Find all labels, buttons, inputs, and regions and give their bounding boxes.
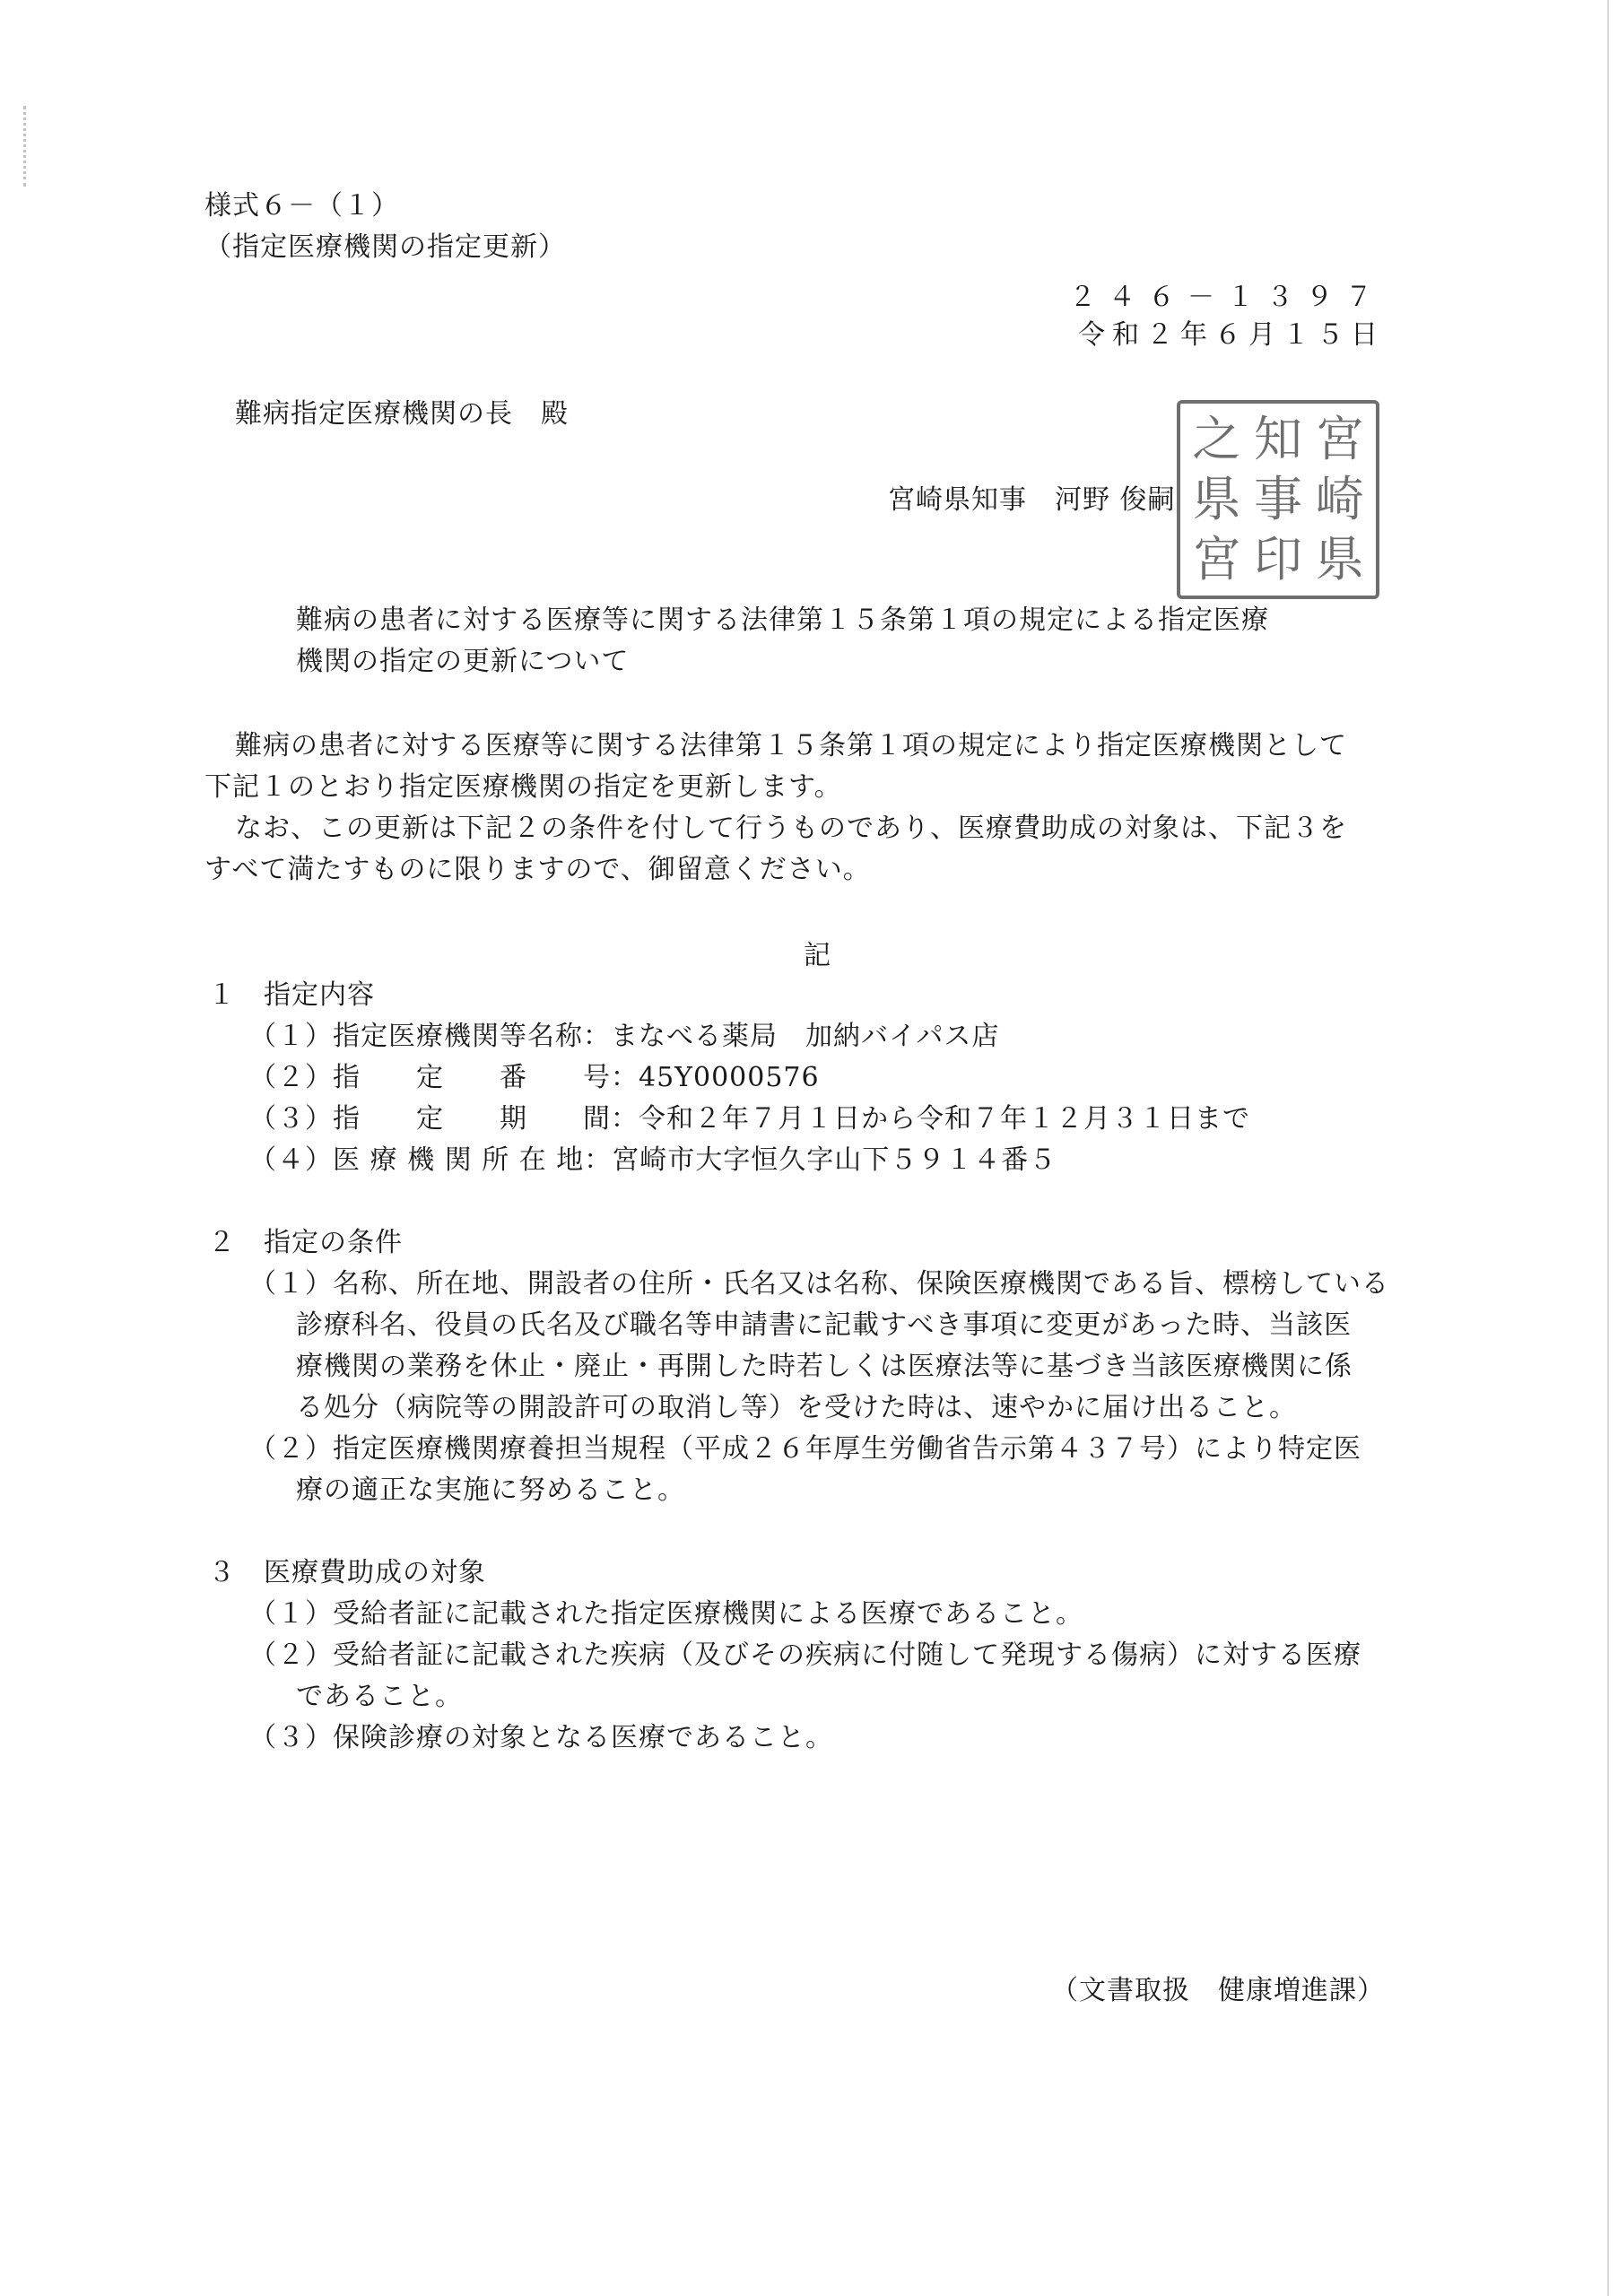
body-line-2: 下記１のとおり指定医療機関の指定を更新します。 bbox=[204, 771, 842, 803]
form-subtitle: （指定医療機関の指定更新） bbox=[204, 231, 566, 263]
section-1-item-1 bbox=[249, 1019, 999, 1055]
body-line-1: 難病の患者に対する医療等に関する法律第１５条第１項の規定により指定医療機関として bbox=[235, 730, 1347, 761]
section-1-heading: １ 指定内容 bbox=[208, 979, 375, 1011]
scan-edge-marks bbox=[23, 106, 29, 187]
footer-department: （文書取扱 健康増進課） bbox=[1051, 1975, 1385, 2006]
item-value: 令和２年７月１日から令和７年１２月３１日まで bbox=[639, 1103, 1250, 1135]
document-number: ２４６－１３９７ bbox=[1069, 282, 1385, 313]
subject-line-1: 難病の患者に対する医療等に関する法律第１５条第１項の規定による指定医療 bbox=[296, 604, 1269, 636]
official-seal: 宮 崎 県 知 事 印 之 県 宮 bbox=[1177, 400, 1379, 599]
section-3-item-1: （１）受給者証に記載された指定医療機関による医療であること。 bbox=[249, 1598, 1083, 1630]
item-label: （２）指 定 番 号： bbox=[249, 1062, 639, 1093]
document-date: 令和２年６月１５日 bbox=[1078, 319, 1385, 351]
section-1-item-4 bbox=[249, 1143, 1057, 1178]
section-2-item-1-line-4: る処分（病院等の開設許可の取消し等）を受けた時は、速やかに届け出ること。 bbox=[296, 1392, 1297, 1423]
section-3-heading: ３ 医療費助成の対象 bbox=[208, 1557, 486, 1588]
sender: 宮崎県知事 河野 俊嗣 bbox=[888, 484, 1176, 516]
section-2-item-1-line-1: （１）名称、所在地、開設者の住所・氏名又は名称、保険医療機関である旨、標榜している bbox=[249, 1268, 1389, 1300]
ki-marker: 記 bbox=[804, 940, 831, 971]
item-value: まなべる薬局 加納バイパス店 bbox=[611, 1021, 1000, 1052]
section-2-item-2-line-2: 療の適正な実施に努めること。 bbox=[296, 1474, 685, 1506]
section-2-item-1-line-2: 診療科名、役員の氏名及び職名等申請書に記載すべき事項に変更があった時、当該医 bbox=[296, 1309, 1353, 1341]
section-1-item-2 bbox=[249, 1060, 820, 1096]
section-3-item-2-line-2: であること。 bbox=[296, 1681, 463, 1712]
item-label: （４）医 療 機 関 所 在 地： bbox=[249, 1144, 613, 1176]
section-3-item-2-line-1: （２）受給者証に記載された疾病（及びその疾病に付随して発現する傷病）に対する医療 bbox=[249, 1639, 1361, 1671]
addressee: 難病指定医療機関の長 殿 bbox=[235, 398, 569, 430]
form-number: 様式６－（１） bbox=[204, 190, 399, 222]
section-3-item-3: （３）保険診療の対象となる医療であること。 bbox=[249, 1722, 833, 1753]
section-1-item-3 bbox=[249, 1101, 1250, 1137]
section-2-heading: ２ 指定の条件 bbox=[208, 1227, 403, 1258]
scan-right-edge bbox=[1607, 0, 1609, 2296]
section-2-item-2-line-1: （２）指定医療機関療養担当規程（平成２６年厚生労働省告示第４３７号）により特定医 bbox=[249, 1433, 1361, 1465]
item-value: 45Y0000576 bbox=[639, 1062, 820, 1093]
body-line-3: なお、この更新は下記２の条件を付して行うものであり、医療費助成の対象は、下記３を bbox=[235, 813, 1347, 844]
item-value: 宮崎市大字恒久字山下５９１４番５ bbox=[612, 1144, 1057, 1176]
item-label: （３）指 定 期 間： bbox=[249, 1103, 639, 1135]
body-line-4: すべて満たすものに限りますので、御留意ください。 bbox=[204, 854, 871, 885]
section-2-item-1-line-3: 療機関の業務を休止・廃止・再開した時若しくは医療法等に基づき当該医療機関に係 bbox=[296, 1351, 1353, 1382]
subject-line-2: 機関の指定の更新について bbox=[296, 646, 630, 677]
item-label: （１）指定医療機関等名称： bbox=[249, 1021, 611, 1052]
